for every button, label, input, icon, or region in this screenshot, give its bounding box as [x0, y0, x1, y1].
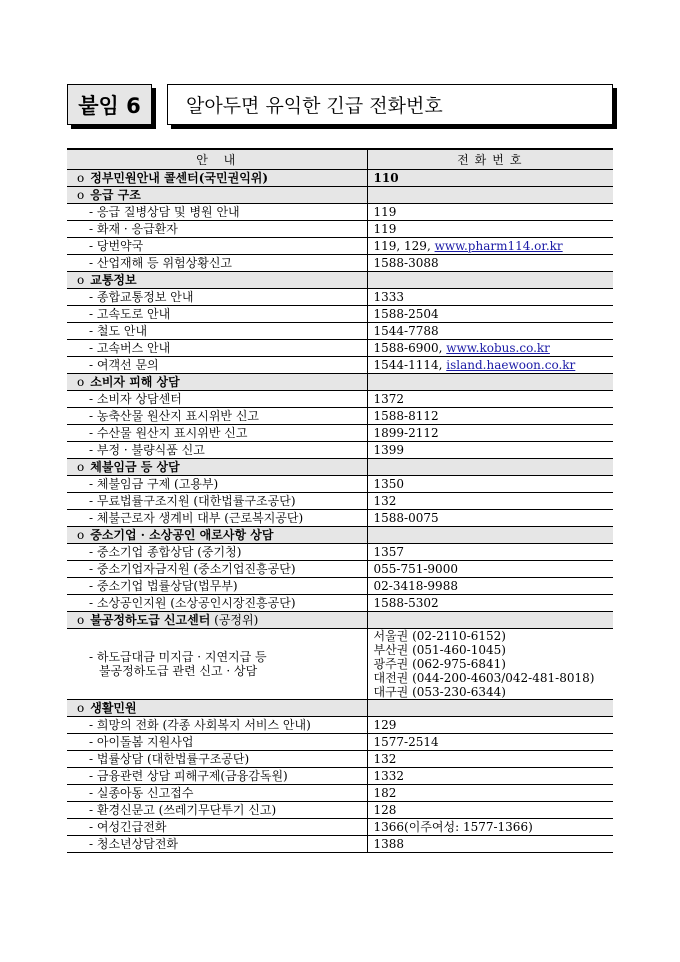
- bullet-marker: o: [77, 375, 85, 389]
- phone-number: 1366(이주여성: 1577-1366): [373, 820, 533, 834]
- phone-number: 129: [373, 718, 397, 732]
- table-row: [67, 357, 613, 374]
- category-text: 불공정하도급 신고센터: [90, 613, 211, 627]
- category-row: [67, 170, 613, 187]
- table-row: [67, 391, 613, 408]
- category-text: 교통정보: [90, 273, 137, 287]
- phone-cell: [367, 408, 613, 425]
- category-row: [67, 527, 613, 544]
- phone-cell: [367, 802, 613, 819]
- website-link[interactable]: island.haewoon.co.kr: [446, 358, 576, 372]
- attachment-tag: 붙임 6: [67, 84, 152, 125]
- table-row: [67, 819, 613, 836]
- table-row: [67, 408, 613, 425]
- phone-number: 182: [373, 786, 397, 800]
- bullet-marker: o: [77, 701, 85, 715]
- service-label: - 체불근로자 생계비 대부 (근로복지공단): [67, 510, 367, 527]
- phone-cell: [367, 323, 613, 340]
- table-row: [67, 204, 613, 221]
- phone-cell: [367, 751, 613, 768]
- phone-cell: [367, 357, 613, 374]
- service-label: - 금융관련 상담 피해구제(금융감독원): [67, 768, 367, 785]
- table-row: [67, 510, 613, 527]
- category-phone: [367, 459, 613, 476]
- table-row: [67, 340, 613, 357]
- service-label: - 고속도로 안내: [67, 306, 367, 323]
- category-text: 응급 구조: [90, 188, 141, 202]
- regional-phone: 대전권 (044-200-4603/042-481-8018): [373, 671, 595, 685]
- phone-number: 1588-8112: [373, 409, 439, 423]
- header-guide: 안 내: [67, 149, 367, 170]
- phone-number: 128: [373, 803, 397, 817]
- table-row: [67, 578, 613, 595]
- category-phone: [367, 527, 613, 544]
- table-row: [67, 255, 613, 272]
- phone-number: 1399: [373, 443, 405, 457]
- phone-cell: [367, 734, 613, 751]
- table-row: [67, 595, 613, 612]
- category-phone: [367, 272, 613, 289]
- phone-cell: [367, 578, 613, 595]
- phone-number: 1588-3088: [373, 256, 439, 270]
- phone-number: 1357: [373, 545, 405, 559]
- table-row: [67, 544, 613, 561]
- phone-number: 1333: [373, 290, 405, 304]
- service-label: - 아이돌봄 지원사업: [67, 734, 367, 751]
- table-row: [67, 785, 613, 802]
- service-label: - 중소기업 법률상담(법무부): [67, 578, 367, 595]
- service-label: - 무료법률구조지원 (대한법률구조공단): [67, 493, 367, 510]
- regional-phone: 부산권 (051-460-1045): [373, 643, 506, 657]
- regional-phone: 서울권 (02-2110-6152): [373, 629, 506, 643]
- table-row: [67, 442, 613, 459]
- table-row: [67, 238, 613, 255]
- website-link[interactable]: www.pharm114.or.kr: [434, 239, 563, 253]
- service-label: - 종합교통정보 안내: [67, 289, 367, 306]
- service-label: - 환경신문고 (쓰레기무단투기 신고): [67, 802, 367, 819]
- table-row: [67, 493, 613, 510]
- category-text: 체불임금 등 상담: [90, 460, 180, 474]
- table-row: [67, 221, 613, 238]
- table-row: [67, 734, 613, 751]
- table-row: [67, 476, 613, 493]
- table-row: [67, 561, 613, 578]
- service-label: - 여객선 문의: [67, 357, 367, 374]
- category-label: [67, 272, 367, 289]
- phone-number: 02-3418-9988: [373, 579, 458, 593]
- category-text: 생활민원: [90, 701, 137, 715]
- phone-cell: [367, 785, 613, 802]
- phone-number: 1388: [373, 837, 405, 851]
- phone-number: 1588-5302: [373, 596, 439, 610]
- service-label: - 화재 · 응급환자: [67, 221, 367, 238]
- phone-number: 1350: [373, 477, 405, 491]
- bullet-marker: o: [77, 273, 85, 287]
- table-row: [67, 289, 613, 306]
- phone-number: 132: [373, 752, 397, 766]
- phone-cell: [367, 493, 613, 510]
- service-label: - 수산물 원산지 표시위반 신고: [67, 425, 367, 442]
- category-phone: [367, 612, 613, 629]
- bullet-marker: o: [77, 613, 85, 627]
- header-phone: 전화번호: [367, 149, 613, 170]
- service-label: - 소상공인지원 (소상공인시장진흥공단): [67, 595, 367, 612]
- phone-number: 1577-2514: [373, 735, 439, 749]
- category-text: 중소기업 · 소상공인 애로사항 상담: [90, 528, 274, 542]
- phone-number: 055-751-9000: [373, 562, 458, 576]
- phone-number: 1332: [373, 769, 405, 783]
- category-label: [67, 187, 367, 204]
- phone-cell: [367, 476, 613, 493]
- phone-cell: [367, 425, 613, 442]
- phone-cell: [367, 340, 613, 357]
- phone-number: 1544-1114,: [373, 358, 447, 372]
- category-row: [67, 272, 613, 289]
- phone-cell: [367, 255, 613, 272]
- bullet-marker: o: [77, 460, 85, 474]
- table-header-row: [67, 149, 613, 170]
- table-row: [67, 717, 613, 734]
- website-link[interactable]: www.kobus.co.kr: [446, 341, 550, 355]
- service-label: - 중소기업 종합상담 (중기청): [67, 544, 367, 561]
- phone-number: 119: [373, 222, 397, 236]
- regional-phone: 광주권 (062-975-6841): [373, 657, 506, 671]
- table-row: [67, 323, 613, 340]
- phone-cell: [367, 306, 613, 323]
- category-phone: [367, 700, 613, 717]
- phone-cell: [367, 204, 613, 221]
- category-phone: [367, 374, 613, 391]
- phone-number: 119: [373, 205, 397, 219]
- category-label: [67, 374, 367, 391]
- service-label: - 중소기업자금지원 (중소기업진흥공단): [67, 561, 367, 578]
- bullet-marker: o: [77, 188, 85, 202]
- phone-cell: [367, 238, 613, 255]
- category-row: [67, 700, 613, 717]
- category-label: [67, 527, 367, 544]
- service-label-line: 불공정하도급 관련 신고 · 상담: [99, 664, 258, 678]
- category-phone: 110: [367, 170, 613, 187]
- service-label: [67, 629, 367, 700]
- service-label: - 소비자 상담센터: [67, 391, 367, 408]
- table-row: [67, 425, 613, 442]
- phone-number: 1588-6900,: [373, 341, 447, 355]
- table-row: [67, 802, 613, 819]
- phone-cell: [367, 391, 613, 408]
- category-row: [67, 187, 613, 204]
- category-label: [67, 700, 367, 717]
- service-label: - 고속버스 안내: [67, 340, 367, 357]
- phone-cell: [367, 836, 613, 853]
- regional-phone-list: [367, 629, 613, 700]
- table-row: [67, 629, 613, 700]
- table-row: [67, 836, 613, 853]
- category-label: [67, 459, 367, 476]
- category-label: [67, 612, 367, 629]
- table-row: [67, 768, 613, 785]
- category-text: 정부민원안내 콜센터(국민권익위): [90, 171, 269, 185]
- category-subtext: (공정위): [210, 613, 259, 627]
- phone-cell: [367, 544, 613, 561]
- table-row: [67, 751, 613, 768]
- phone-number: 1544-7788: [373, 324, 439, 338]
- category-text: 소비자 피해 상담: [90, 375, 180, 389]
- phone-cell: [367, 561, 613, 578]
- phone-cell: [367, 595, 613, 612]
- bullet-marker: o: [77, 171, 85, 185]
- phone-number: 1899-2112: [373, 426, 439, 440]
- page-title: 알아두면 유익한 긴급 전화번호: [167, 84, 613, 125]
- category-row: [67, 459, 613, 476]
- service-label: - 체불임금 구제 (고용부): [67, 476, 367, 493]
- emergency-phone-table: [67, 148, 613, 853]
- service-label: - 철도 안내: [67, 323, 367, 340]
- phone-cell: [367, 510, 613, 527]
- bullet-marker: o: [77, 528, 85, 542]
- category-label: [67, 170, 367, 187]
- phone-number: 1588-0075: [373, 511, 439, 525]
- phone-number: 1588-2504: [373, 307, 439, 321]
- phone-number: 1372: [373, 392, 405, 406]
- category-row: [67, 374, 613, 391]
- phone-cell: [367, 768, 613, 785]
- phone-cell: [367, 717, 613, 734]
- regional-phone: 대구권 (053-230-6344): [373, 685, 506, 699]
- service-label: - 실종아동 신고접수: [67, 785, 367, 802]
- service-label-line: - 하도급대금 미지급 · 지연지급 등: [89, 650, 267, 664]
- category-phone: [367, 187, 613, 204]
- phone-number: 132: [373, 494, 397, 508]
- phone-cell: [367, 819, 613, 836]
- service-label: - 당번약국: [67, 238, 367, 255]
- service-label: - 청소년상담전화: [67, 836, 367, 853]
- service-label: - 여성긴급전화: [67, 819, 367, 836]
- service-label: - 부정 · 불량식품 신고: [67, 442, 367, 459]
- service-label: - 희망의 전화 (각종 사회복지 서비스 안내): [67, 717, 367, 734]
- service-label: - 산업재해 등 위험상황신고: [67, 255, 367, 272]
- phone-number: 119, 129,: [373, 239, 435, 253]
- phone-cell: [367, 289, 613, 306]
- table-row: [67, 306, 613, 323]
- phone-cell: [367, 221, 613, 238]
- phone-cell: [367, 442, 613, 459]
- service-label: - 농축산물 원산지 표시위반 신고: [67, 408, 367, 425]
- category-row: [67, 612, 613, 629]
- service-label: - 법률상담 (대한법률구조공단): [67, 751, 367, 768]
- service-label: - 응급 질병상담 및 병원 안내: [67, 204, 367, 221]
